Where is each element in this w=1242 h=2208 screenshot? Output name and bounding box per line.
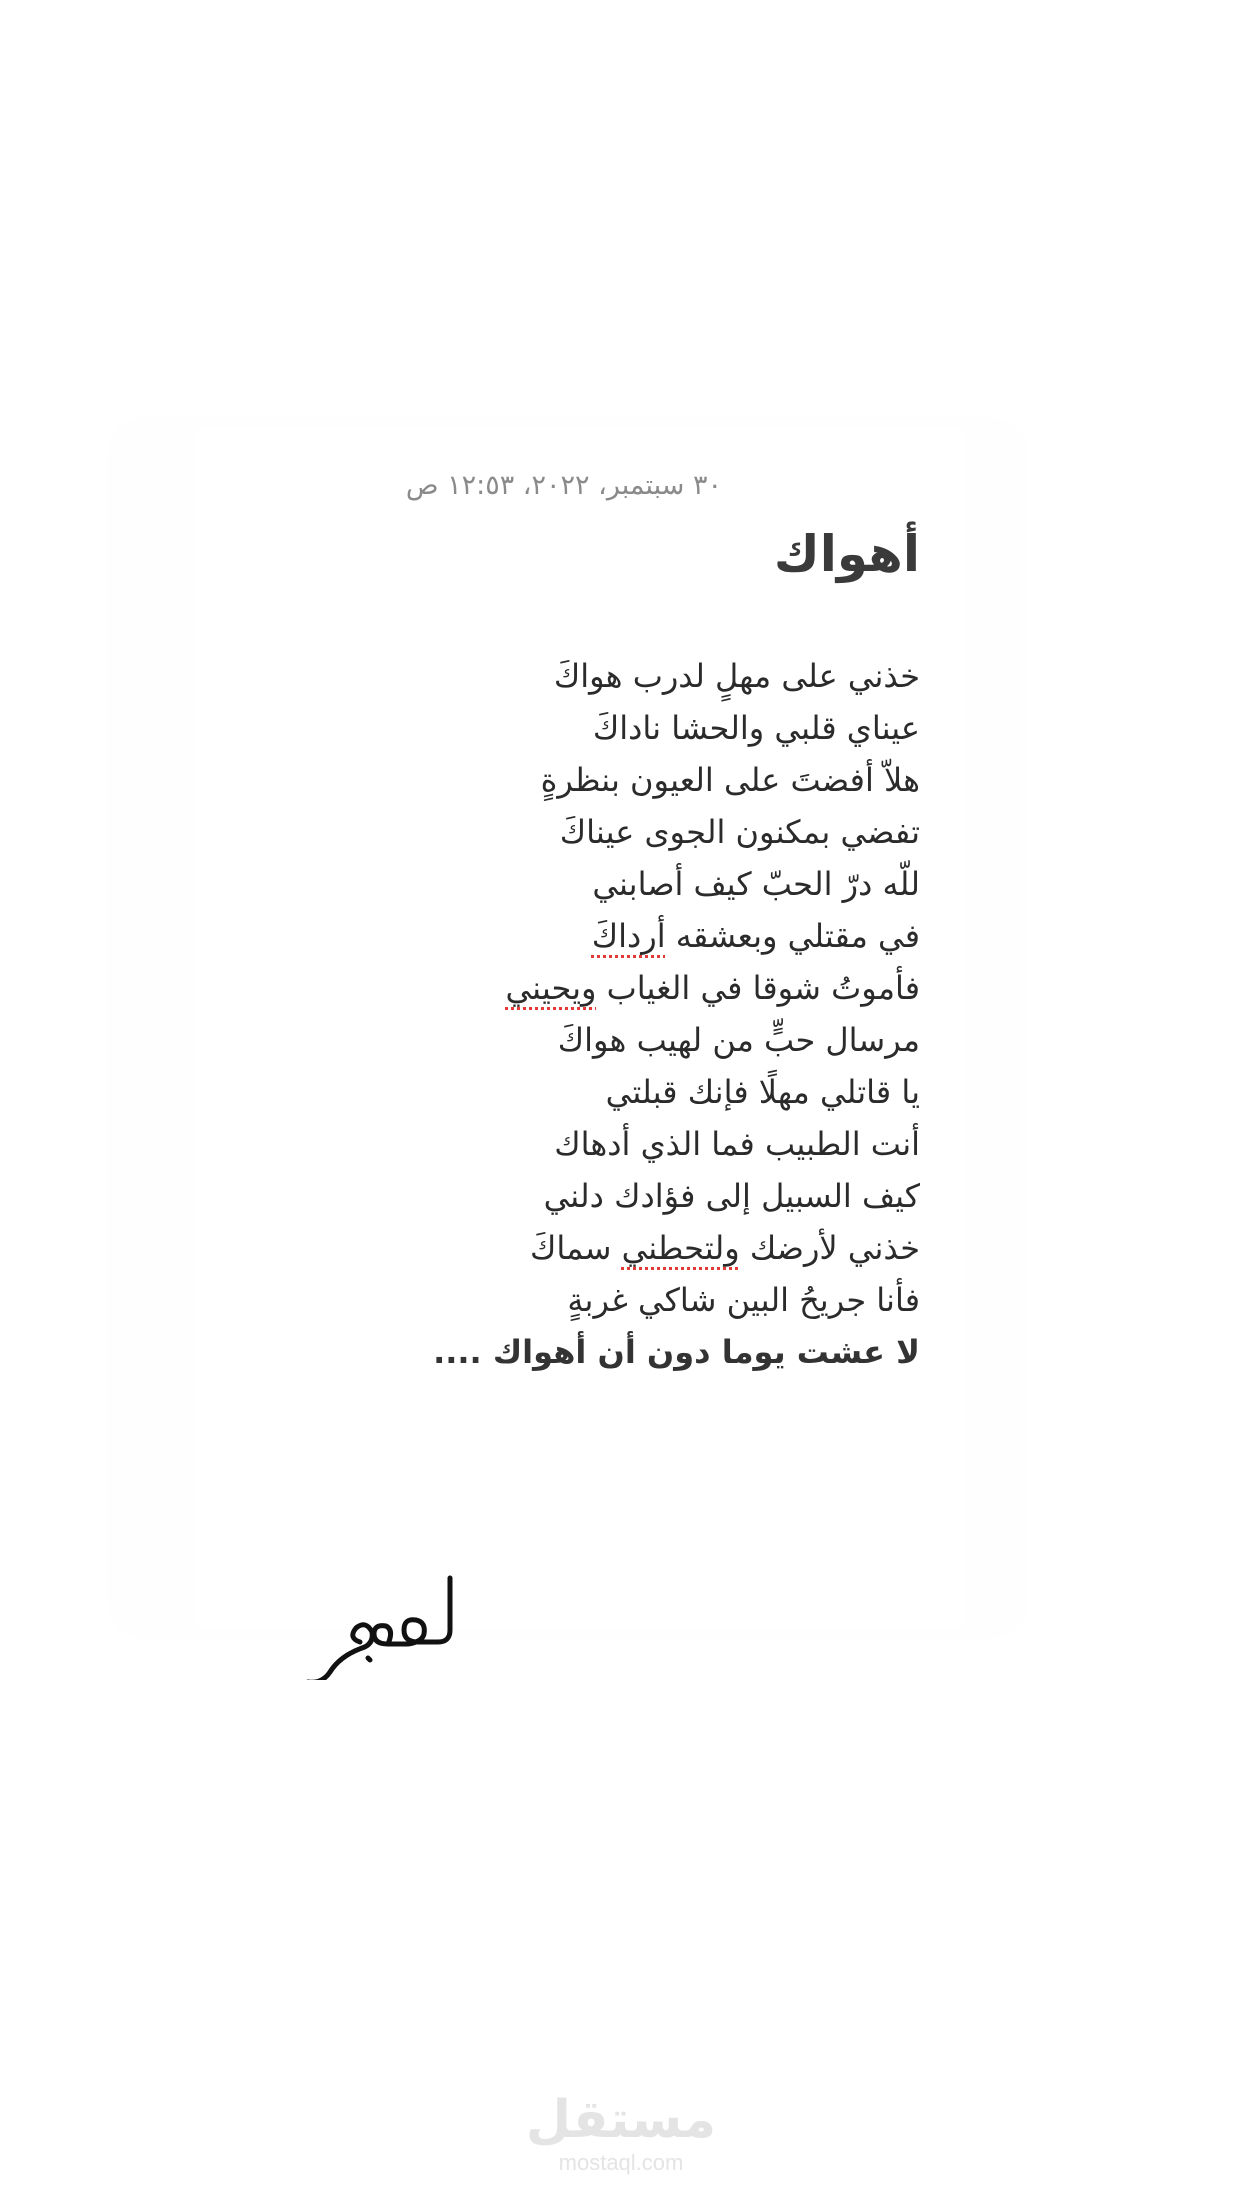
poem-line: لا عشت يوما دون أن أهواك .... <box>433 1333 920 1371</box>
handwritten-signature <box>300 1560 460 1680</box>
watermark-logo: مستقل <box>525 2090 717 2150</box>
poem-line: مرسال حبٍّ من لهيب هواكَ <box>557 1021 920 1059</box>
poem-line <box>433 962 920 1014</box>
watermark <box>0 2090 1242 2176</box>
spellcheck-underline[interactable]: أرداكَ <box>591 917 666 955</box>
watermark-url: mostaql.com <box>558 2150 684 2175</box>
spellcheck-underline[interactable]: ولتحطني <box>621 1229 740 1267</box>
note-timestamp: ٣٠ سبتمبر، ٢٠٢٢، ١٢:٥٣ ص <box>405 470 722 501</box>
poem-line-text: في مقتلي وبعشقه <box>665 917 920 955</box>
poem-line: فأنا جريحُ البين شاكي غربةٍ <box>567 1281 920 1319</box>
poem-line: خذني على مهلٍ لدرب هواكَ <box>553 657 920 695</box>
poem-line: تفضي بمكنون الجوى عيناكَ <box>559 813 920 851</box>
poem-line-text: فأموتُ شوقا في الغياب <box>596 969 920 1007</box>
note-title: أهواك <box>773 525 920 583</box>
poem-line: يا قاتلي مهلًا فإنك قبلتي <box>605 1073 920 1111</box>
poem-line: للّه درّ الحبّ كيف أصابني <box>592 865 920 903</box>
poem-line-text: سماكَ <box>529 1229 622 1267</box>
poem-line: أنت الطبيب فما الذي أدهاك <box>554 1125 920 1163</box>
poem-line: هلاّ أفضتَ على العيون بنظرةٍ <box>540 761 920 799</box>
poem-line <box>433 910 920 962</box>
poem-line: عيناي قلبي والحشا ناداكَ <box>592 709 920 747</box>
note-body[interactable] <box>433 650 920 1378</box>
poem-line-text: خذني لأرضك <box>739 1229 920 1267</box>
poem-line: كيف السبيل إلى فؤادك دلني <box>543 1177 920 1215</box>
poem-line <box>433 1222 920 1274</box>
spellcheck-underline[interactable]: ويحيني <box>505 969 597 1007</box>
